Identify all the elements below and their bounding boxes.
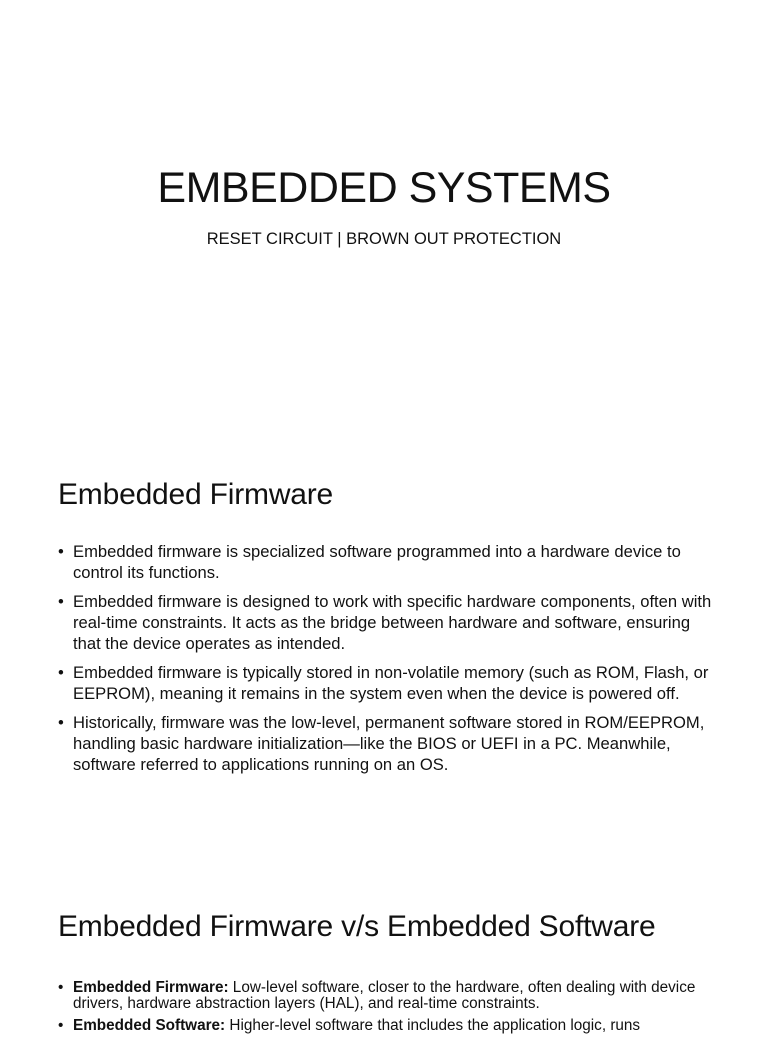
list-item bbox=[58, 980, 718, 1012]
bullet-text: Embedded firmware is designed to work with specific hardware components, often with real-time constraints. It acts as the bridge between hardware and software, ensuring that the device operates as intended. bbox=[73, 592, 712, 653]
list-item bbox=[58, 1018, 718, 1034]
bullet-text: Embedded firmware is specialized software programmed into a hardware device to control its functions. bbox=[73, 542, 681, 582]
bullet-icon: • bbox=[58, 542, 64, 561]
bullet-icon: • bbox=[58, 979, 64, 996]
list-item bbox=[58, 712, 718, 775]
slide-title: EMBEDDED SYSTEMS bbox=[157, 164, 611, 212]
bullet-icon: • bbox=[58, 592, 64, 611]
firmware-bullet-list bbox=[58, 541, 718, 783]
list-item bbox=[58, 662, 718, 704]
bullet-icon: • bbox=[58, 1017, 64, 1034]
bullet-text: Low-level software, closer to the hardware, often dealing with device drivers, hardware abstraction layers (HAL), and real-time constraints. bbox=[73, 979, 696, 1012]
bullet-term: Embedded Firmware: bbox=[73, 979, 229, 996]
bullet-icon: • bbox=[58, 713, 64, 732]
list-item bbox=[58, 541, 718, 583]
firmware-heading: Embedded Firmware bbox=[58, 478, 334, 511]
bullet-text: Embedded firmware is typically stored in non-volatile memory (such as ROM, Flash, or EEPROM), meaning it remains in the system even when the device is powered off. bbox=[73, 663, 709, 703]
title-slide bbox=[0, 0, 768, 420]
list-item bbox=[58, 591, 718, 654]
bullet-term: Embedded Software: bbox=[73, 1017, 226, 1034]
firmware-vs-software-heading: Embedded Firmware v/s Embedded Software bbox=[58, 910, 656, 943]
slide-subtitle: RESET CIRCUIT | BROWN OUT PROTECTION bbox=[206, 230, 562, 248]
bullet-text: Higher-level software that includes the application logic, runs bbox=[225, 1017, 641, 1034]
vs-bullet-list bbox=[58, 980, 718, 1040]
bullet-text: Historically, firmware was the low-level, permanent software stored in ROM/EEPROM, handling basic hardware initialization—like the BIOS or UEFI in a PC. Meanwhile, software referred to applications running on an OS. bbox=[73, 713, 705, 774]
bullet-icon: • bbox=[58, 663, 64, 682]
